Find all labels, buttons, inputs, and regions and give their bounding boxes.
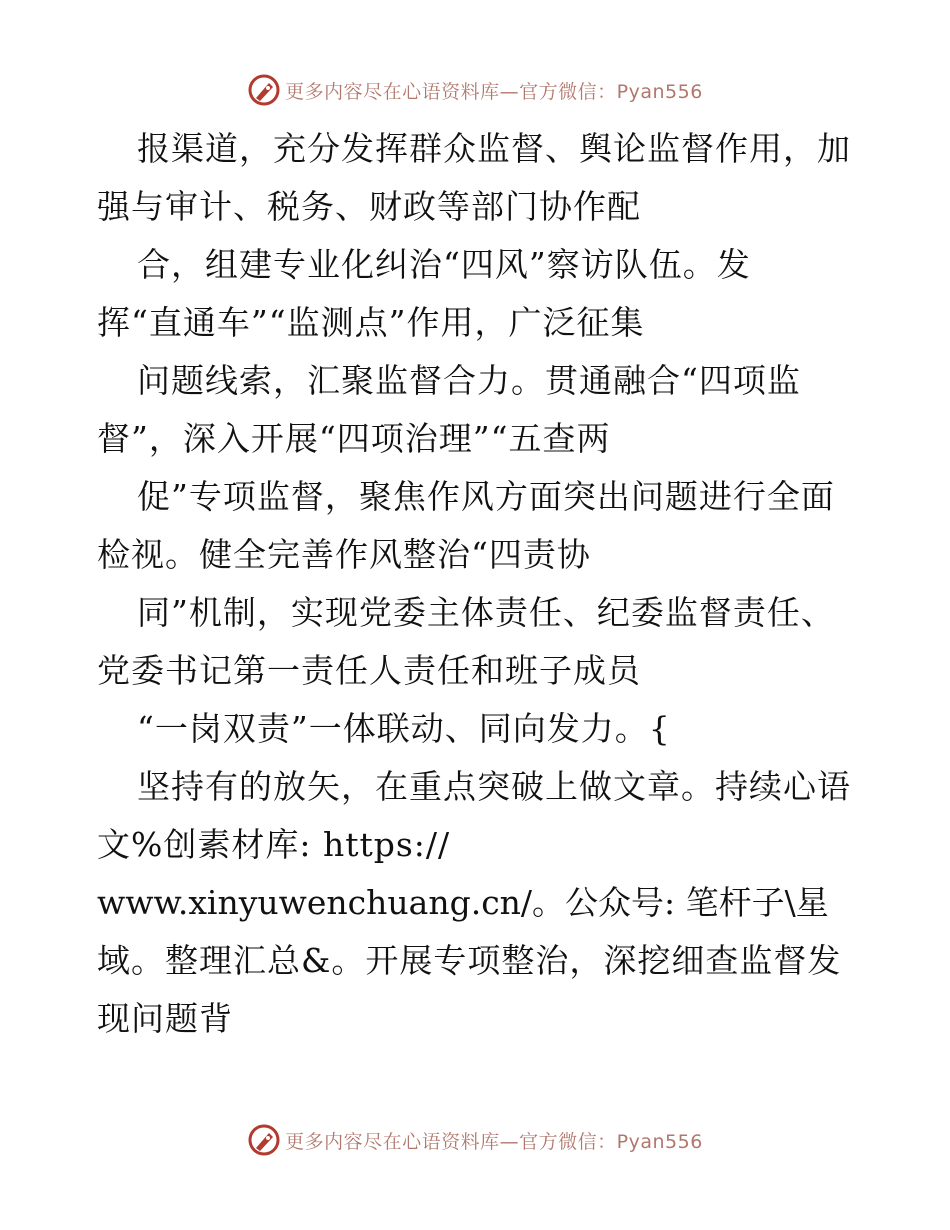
text-line-5: 问题线索，汇聚监督合力。贯通融合“四项监 [137, 361, 801, 400]
text-line-12: 坚持有的放矢，在重点突破上做文章。持续心语 [137, 767, 851, 806]
text-line-4: 挥“直通车”“监测点”作用，广泛征集 [97, 303, 645, 342]
footer-banner [0, 1120, 950, 1160]
text-line-15: 域。整理汇总&。开展专项整治，深挖细查监督发 [97, 941, 842, 980]
text-line-11: “一岗双责”一体联动、同向发力。{ [137, 709, 671, 748]
text-line-13: 文%创素材库: https:// [97, 825, 451, 864]
document-body [97, 120, 867, 1048]
text-line-16: 现问题背 [97, 999, 233, 1038]
text-line-2: 强与审计、税务、财政等部门协作配 [97, 187, 641, 226]
text-line-7: 促”专项监督，聚焦作风方面突出问题进行全面 [137, 477, 835, 516]
text-line-10: 党委书记第一责任人责任和班子成员 [97, 651, 641, 690]
header-banner [0, 70, 950, 110]
pen-nib-logo-icon [247, 73, 281, 107]
text-line-6: 督”，深入开展“四项治理”“五查两 [97, 419, 611, 458]
text-line-8: 检视。健全完善作风整治“四责协 [97, 535, 591, 574]
text-line-3: 合，组建专业化纠治“四风”察访队伍。发 [137, 245, 751, 284]
text-line-9: 同”机制，实现党委主体责任、纪委监督责任、 [137, 593, 835, 632]
footer-banner-text: 更多内容尽在心语资料库—官方微信：Pyan556 [285, 1130, 703, 1153]
text-line-1: 报渠道，充分发挥群众监督、舆论监督作用，加 [137, 129, 851, 168]
header-banner-text: 更多内容尽在心语资料库—官方微信：Pyan556 [285, 80, 703, 103]
text-line-14: www.xinyuwenchuang.cn/。公众号: 笔杆子\星 [97, 883, 829, 922]
pen-nib-logo-icon [247, 1123, 281, 1157]
